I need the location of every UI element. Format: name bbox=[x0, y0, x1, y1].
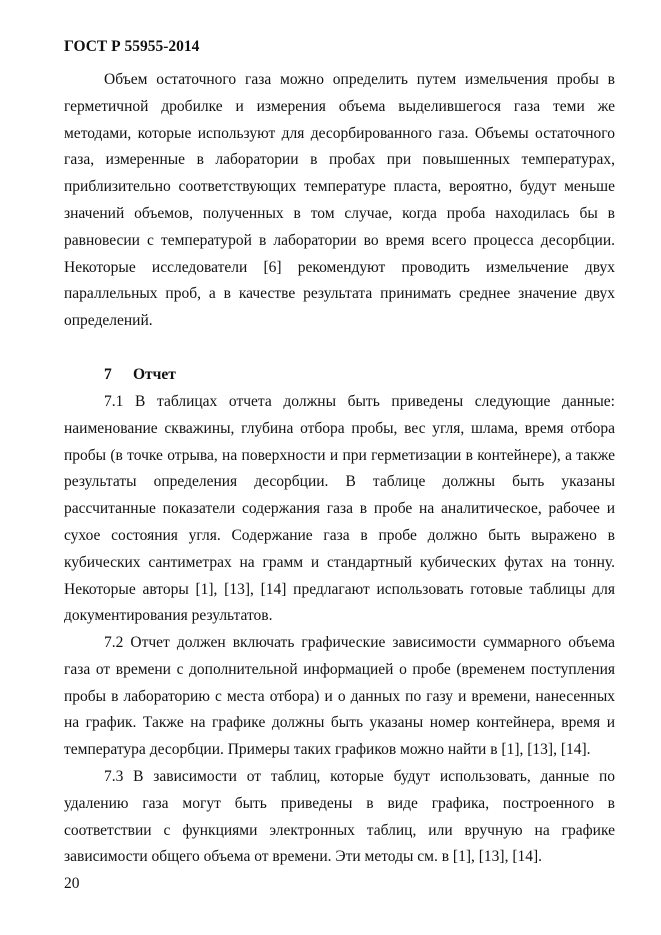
text-line: пробы в лабораторию с места отбора) и о данных по газу и времени, нанесенных bbox=[64, 687, 615, 705]
text-line: параллельных проб, а в качестве результата принимать среднее значение двух bbox=[64, 285, 615, 303]
text-line: результаты определения десорбции. В таблице должны быть указаны bbox=[64, 473, 615, 491]
section-number: 7 bbox=[104, 366, 112, 383]
text-line: температура десорбции. Примеры таких графиков можно найти в [1], [13], [14]. bbox=[64, 741, 591, 759]
text-line: Некоторые исследователи [6] рекомендуют проводить измельчение двух bbox=[64, 258, 615, 276]
text-line: методами, которые используют для десорбированного газа. Объемы остаточного bbox=[64, 124, 615, 142]
text-line: рассчитанные показатели содержания газа в пробе на аналитическое, рабочее и bbox=[64, 500, 615, 518]
text-line: наименование скважины, глубина отбора пробы, вес угля, шлама, время отбора bbox=[64, 419, 615, 437]
text-line: соответствии с функциями электронных таблиц, или вручную на графике bbox=[64, 821, 615, 839]
text-line: приблизительно соответствующих температуре пласта, вероятно, будут меньше bbox=[64, 178, 615, 196]
paragraph-7-3 bbox=[64, 764, 615, 871]
text-line: пробы (в точке отрыва, на поверхности и при герметизации в контейнере), а также bbox=[64, 446, 615, 464]
page-number: 20 bbox=[64, 875, 80, 892]
text-line: сухое состояния угля. Содержание газа в пробе должно быть выражено в bbox=[64, 526, 615, 544]
text-line: значений объемов, полученных в том случае, когда проба находилась бы в bbox=[64, 204, 615, 222]
text-line: 7.1 В таблицах отчета должны быть приведены следующие данные: bbox=[104, 393, 615, 410]
paragraph-residual-gas bbox=[64, 67, 615, 335]
document-header: ГОСТ Р 55955-2014 bbox=[64, 38, 200, 55]
text-line: герметичной дробилке и измерения объема выделившегося газа теми же bbox=[64, 97, 615, 115]
text-line: определений. bbox=[64, 312, 153, 330]
paragraph-7-1 bbox=[64, 389, 615, 630]
text-line: газа, измеренные в лаборатории в пробах при повышенных температурах, bbox=[64, 151, 615, 169]
text-line: документирования результатов. bbox=[64, 607, 273, 625]
text-line: удалению газа могут быть приведены в виде графика, построенного в bbox=[64, 794, 615, 812]
paragraph-7-2 bbox=[64, 630, 615, 764]
text-line: кубических сантиметрах на грамм и стандартный кубических футах на тонну. bbox=[64, 553, 615, 571]
text-line: равновесии с температурой в лаборатории во время всего процесса десорбции. bbox=[64, 231, 615, 249]
text-line: газа от времени с дополнительной информацией о пробе (временем поступления bbox=[64, 660, 615, 678]
text-line: 7.2 Отчет должен включать графические зависимости суммарного объема bbox=[104, 634, 615, 651]
text-line: 7.3 В зависимости от таблиц, которые будут использовать, данные по bbox=[104, 768, 615, 785]
text-line: зависимости общего объема от времени. Эти методы см. в [1], [13], [14]. bbox=[64, 848, 543, 866]
text-line: на график. Также на графике должны быть указаны номер контейнера, время и bbox=[64, 714, 615, 732]
text-line: Некоторые авторы [1], [13], [14] предлагают использовать готовые таблицы для bbox=[64, 580, 615, 598]
section-heading bbox=[104, 366, 176, 384]
text-line: Объем остаточного газа можно определить путем измельчения пробы в bbox=[104, 71, 615, 88]
section-title: Отчет bbox=[133, 366, 176, 383]
